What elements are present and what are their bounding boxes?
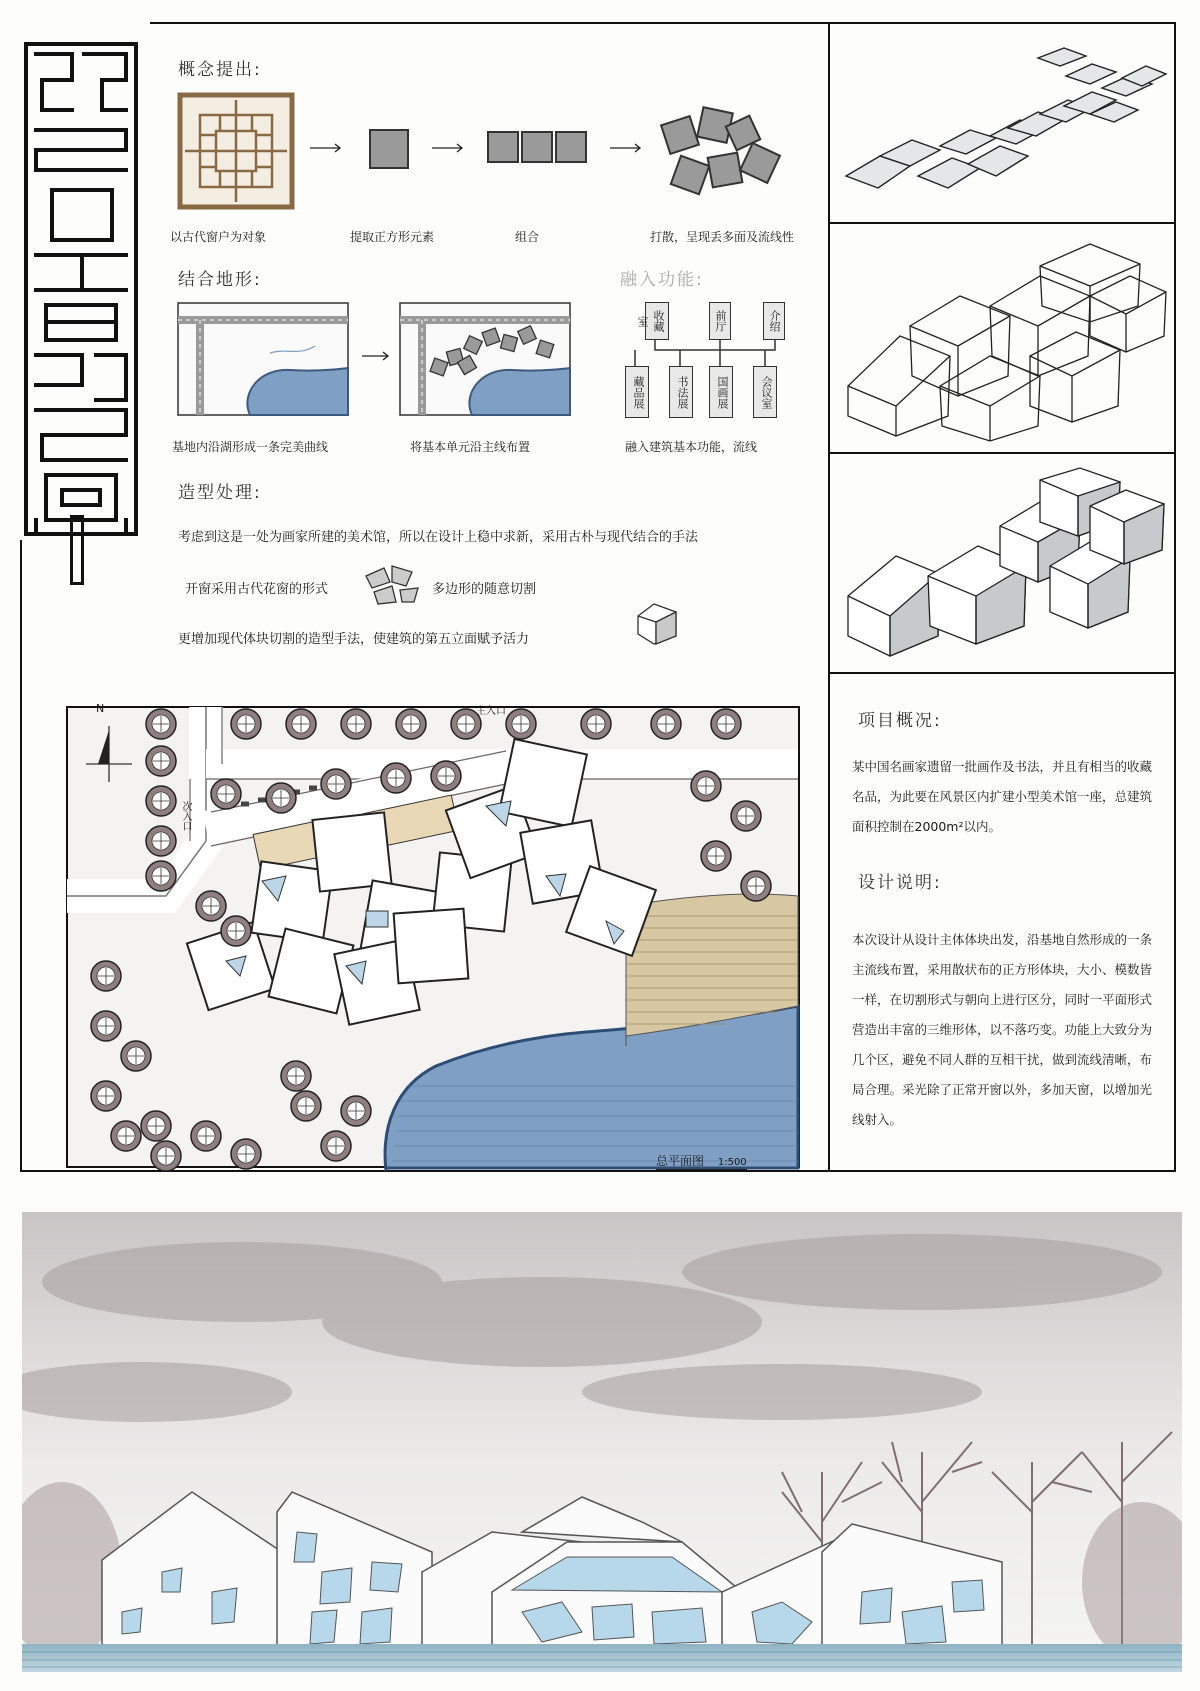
axon-panel-3 xyxy=(840,466,1168,666)
tree-symbol xyxy=(341,1096,371,1126)
tree-symbol xyxy=(731,801,761,831)
function-box: 国画展 xyxy=(709,366,733,418)
tree-symbol xyxy=(321,1131,351,1161)
tree-symbol xyxy=(231,1139,261,1169)
plan-title: 总平面图 xyxy=(656,1154,705,1168)
overview-heading: 项目概况: xyxy=(858,711,942,731)
north-arrow xyxy=(84,724,134,788)
form-line-2a: 开窗采用古代花窗的形式 xyxy=(185,582,329,597)
tree-symbol xyxy=(146,861,176,891)
function-diagram xyxy=(625,298,815,428)
form-line-3: 更增加现代体块切割的造型手法，使建筑的第五立面赋予活力 xyxy=(178,632,530,647)
concept-diagram xyxy=(170,90,820,220)
frame-divider-1 xyxy=(828,222,1176,224)
form-line-1: 考虑到这是一处为画家所建的美术馆，所以在设计上稳中求新，采用古朴与现代结合的手法 xyxy=(178,530,699,545)
tree-symbol xyxy=(341,709,371,739)
window-shape-sketch xyxy=(362,562,422,606)
tree-symbol xyxy=(141,1111,171,1141)
design-heading: 设计说明: xyxy=(858,873,942,893)
tree-symbol xyxy=(121,1041,151,1071)
tree-symbol xyxy=(741,871,771,901)
title-mark xyxy=(70,515,84,585)
title-logo xyxy=(22,40,140,540)
terrain-caption-3: 融入建筑基本功能，流线 xyxy=(625,440,758,454)
tree-symbol xyxy=(146,746,176,776)
plan-caption xyxy=(656,1152,747,1170)
axon-panel-1 xyxy=(840,36,1168,216)
tree-symbol xyxy=(281,1061,311,1091)
frame-left-edge xyxy=(20,540,22,1172)
function-box: 前厅 xyxy=(709,302,731,340)
tree-symbol xyxy=(146,826,176,856)
concept-step-3: 组合 xyxy=(515,230,540,244)
elevation-render xyxy=(22,1212,1182,1672)
design-text: 本次设计从设计主体体块出发，沿基地自然形成的一条主流线布置，采用散状布的正方形体块，大小、模数皆一样，在切割形式与朝向上进行区分，同时一平面形式营造出丰富的三维形体，以不落巧变。功能上大致分为几个区，避免不同人群的互相干扰，做到流线清晰，布局合理。采光除了正常开窗以外，多加天窗，以增加光线射入。 xyxy=(852,932,1153,1127)
tree-symbol xyxy=(146,709,176,739)
tree-symbol xyxy=(191,1121,221,1151)
tree-symbol xyxy=(381,763,411,793)
secondary-entry-label: 次入口 xyxy=(180,801,191,831)
tree-symbol xyxy=(211,779,241,809)
tree-symbol xyxy=(221,916,251,946)
tree-symbol xyxy=(91,1011,121,1041)
concept-step-1: 以古代窗户为对象 xyxy=(170,230,267,244)
tree-symbol xyxy=(711,709,741,739)
terrain-heading: 结合地形: xyxy=(178,270,262,290)
concept-step-2: 提取正方形元素 xyxy=(350,230,435,244)
cube-cut-sketch xyxy=(634,600,680,646)
tree-symbol xyxy=(506,709,536,739)
concept-step-4: 打散，呈现丢多面及流线性 xyxy=(650,230,795,244)
tree-symbol xyxy=(396,709,426,739)
form-line-2b: 多边形的随意切割 xyxy=(432,582,537,597)
frame-divider-2 xyxy=(828,452,1176,454)
tree-symbol xyxy=(111,1121,141,1151)
concept-heading: 概念提出: xyxy=(178,60,262,80)
tree-symbol xyxy=(266,783,296,813)
terrain-caption-1: 基地内沿湖形成一条完美曲线 xyxy=(172,440,329,454)
tree-symbol xyxy=(321,769,351,799)
function-box: 会议室 xyxy=(753,366,777,418)
tree-symbol xyxy=(701,841,731,871)
tree-symbol xyxy=(291,1091,321,1121)
tree-symbol xyxy=(146,786,176,816)
north-label: N xyxy=(96,702,105,715)
function-box: 藏品展 xyxy=(625,366,649,418)
axon-panel-2 xyxy=(840,236,1168,446)
tree-symbol xyxy=(431,761,461,791)
function-box: 书法展 xyxy=(669,366,693,418)
terrain-caption-2: 将基本单元沿主线布置 xyxy=(410,440,531,454)
terrain-heading-faded: 融入功能: xyxy=(620,270,704,290)
main-entry-label: 主入口 xyxy=(476,706,506,717)
tree-symbol xyxy=(286,709,316,739)
tree-symbol xyxy=(691,771,721,801)
site-plan xyxy=(66,702,800,1176)
frame-divider-3 xyxy=(828,672,1176,674)
tree-symbol xyxy=(151,1141,181,1171)
tree-symbol xyxy=(231,709,261,739)
tree-symbol xyxy=(581,709,611,739)
tree-symbol xyxy=(196,891,226,921)
tree-symbol xyxy=(651,709,681,739)
overview-text: 某中国名画家遗留一批画作及书法，并且有相当的收藏名品，为此要在风景区内扩建小型美术馆一座，总建筑面积控制在2000m²以内。 xyxy=(852,759,1153,834)
plan-scale: 1:500 xyxy=(717,1157,747,1168)
function-box: 收藏室 xyxy=(645,302,669,340)
function-box: 介绍 xyxy=(763,302,785,340)
tree-symbol xyxy=(91,1081,121,1111)
frame-top-left xyxy=(150,22,830,24)
form-heading: 造型处理: xyxy=(178,483,262,503)
tree-symbol xyxy=(91,961,121,991)
